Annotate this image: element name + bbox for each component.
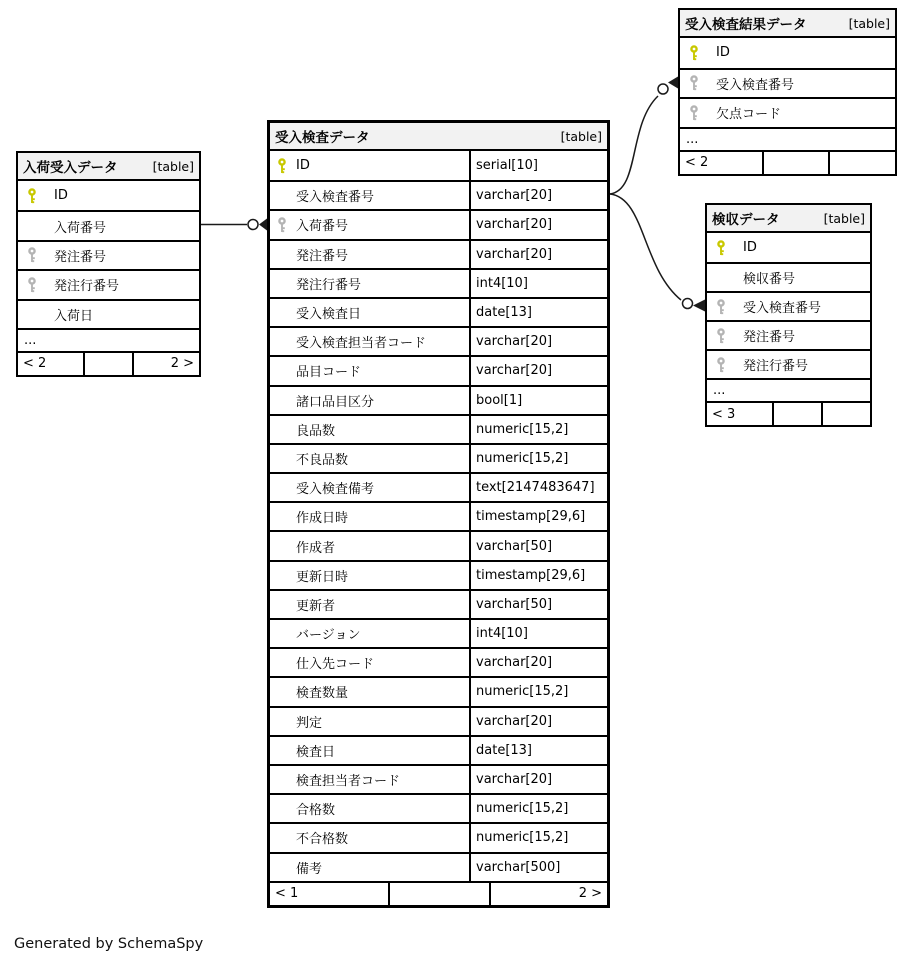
column-type: timestamp[29,6] (469, 562, 607, 589)
column-row (270, 676, 607, 705)
key-cell (707, 328, 743, 344)
key-cell (18, 277, 54, 293)
column-name: 受入検査番号 (296, 190, 375, 206)
footer-left-degree: < 2 (685, 155, 709, 170)
column-row (707, 349, 870, 378)
footer-mid-cell (388, 883, 489, 905)
column-row (270, 735, 607, 764)
generated-by-text: Generated by SchemaSpy (14, 936, 204, 952)
footer-left-degree: < 2 (23, 356, 47, 372)
column-row (270, 180, 607, 209)
column-type: text[2147483647] (469, 474, 607, 501)
column-name: 作成日時 (296, 511, 349, 527)
column-row (270, 151, 607, 180)
column-name: 発注番号 (54, 249, 107, 265)
column-row (707, 291, 870, 320)
degree-footer (270, 881, 607, 905)
column-type: numeric[15,2] (469, 824, 607, 851)
column-type: varchar[50] (469, 591, 607, 618)
column-type: date[13] (469, 299, 607, 326)
column-name: 欠点コード (716, 107, 782, 123)
footer-right-degree: 2 > (489, 883, 607, 905)
column-row (270, 530, 607, 559)
column-type: varchar[20] (469, 766, 607, 793)
column-name: 不良品数 (296, 452, 349, 468)
table-type-badge: [table] (560, 128, 602, 144)
key-cell (680, 45, 716, 61)
column-type: numeric[15,2] (469, 678, 607, 705)
column-name: 諸口品目区分 (296, 394, 375, 410)
column-row (270, 414, 607, 443)
column-name: 発注番号 (743, 330, 796, 345)
more-columns-ellipsis: ... (680, 127, 895, 150)
column-name: 受入検査番号 (743, 301, 822, 316)
column-row (18, 181, 199, 210)
fk-connector-kenshu (610, 194, 705, 312)
key-cell (707, 357, 743, 373)
column-type: numeric[15,2] (469, 416, 607, 443)
column-row (270, 852, 607, 881)
column-type: timestamp[29,6] (469, 503, 607, 530)
primary-key-icon (277, 158, 287, 174)
column-row (270, 589, 607, 618)
column-row (680, 97, 895, 127)
key-cell (707, 299, 743, 315)
column-row (270, 385, 607, 414)
column-type: int4[10] (469, 270, 607, 297)
column-name: 判定 (296, 715, 323, 731)
column-name: バージョン (296, 628, 361, 644)
column-row (270, 443, 607, 472)
foreign-key-icon (716, 357, 726, 373)
column-type: int4[10] (469, 620, 607, 647)
table-type-badge: [table] (152, 158, 194, 174)
key-cell (680, 75, 716, 91)
column-row (270, 501, 607, 530)
column-name: 発注行番号 (743, 359, 809, 374)
key-cell (18, 247, 54, 263)
column-row (18, 299, 199, 328)
foreign-key-icon (716, 299, 726, 315)
more-columns-ellipsis: ... (707, 378, 870, 401)
column-name: 入荷番号 (296, 219, 349, 235)
column-type: varchar[20] (469, 649, 607, 676)
footer-left-degree: < 1 (275, 886, 299, 902)
column-row (270, 764, 607, 793)
column-row (270, 472, 607, 501)
foreign-key-icon (689, 75, 699, 91)
column-name: 更新者 (296, 598, 336, 614)
column-name: 更新日時 (296, 569, 349, 585)
footer-right-degree (828, 152, 895, 174)
column-row (270, 239, 607, 268)
column-type: date[13] (469, 737, 607, 764)
key-cell (680, 105, 716, 121)
column-name: ID (743, 240, 757, 255)
column-name: 発注行番号 (296, 277, 362, 293)
column-row (680, 38, 895, 68)
column-type: varchar[20] (469, 708, 607, 735)
degree-footer (707, 401, 870, 425)
column-row (18, 210, 199, 239)
key-cell (270, 158, 296, 174)
column-name: 品目コード (296, 365, 362, 381)
column-row (707, 320, 870, 349)
table-nyuka-ukeire-data[interactable] (16, 151, 201, 377)
column-row (270, 209, 607, 238)
column-name: ID (716, 45, 730, 61)
column-row (270, 268, 607, 297)
column-type: numeric[15,2] (469, 795, 607, 822)
table-kenshu-data[interactable] (705, 203, 872, 427)
column-name: 発注番号 (296, 248, 349, 264)
footer-left-degree: < 3 (712, 406, 736, 422)
column-type: varchar[20] (469, 357, 607, 384)
column-row (707, 233, 870, 262)
table-title[interactable]: 受入検査データ (275, 130, 370, 146)
table-ukeire-kensa-data[interactable] (267, 120, 610, 908)
table-title[interactable]: 入荷受入データ (23, 160, 118, 176)
fk-connector-nyukabango (201, 219, 267, 231)
column-name: 受入検査備考 (296, 482, 375, 498)
more-columns-ellipsis: ... (18, 328, 199, 351)
column-name: 受入検査番号 (716, 77, 795, 93)
footer-right-degree: 2 > (132, 353, 199, 375)
column-type: varchar[50] (469, 532, 607, 559)
column-name: 不合格数 (296, 832, 349, 848)
key-cell (707, 240, 743, 256)
primary-key-icon (689, 45, 699, 61)
column-row (270, 326, 607, 355)
column-name: ID (296, 158, 310, 174)
foreign-key-icon (716, 328, 726, 344)
column-type: varchar[20] (469, 241, 607, 268)
primary-key-icon (27, 188, 37, 204)
key-cell (270, 217, 296, 233)
footer-mid-cell (83, 353, 132, 375)
degree-footer (680, 150, 895, 174)
foreign-key-icon (27, 247, 37, 263)
table-header[interactable] (18, 153, 199, 181)
column-type: serial[10] (469, 151, 607, 180)
column-name: 検収番号 (743, 272, 796, 287)
column-row (270, 647, 607, 676)
column-row (18, 269, 199, 298)
column-name: 良品数 (296, 423, 336, 439)
table-header[interactable] (707, 205, 870, 233)
column-type: varchar[20] (469, 182, 607, 209)
column-row (18, 240, 199, 269)
table-header[interactable] (270, 123, 607, 151)
column-name: 検査数量 (296, 686, 349, 702)
column-row (270, 822, 607, 851)
foreign-key-icon (27, 277, 37, 293)
column-row (270, 793, 607, 822)
column-type: varchar[20] (469, 328, 607, 355)
foreign-key-icon (689, 105, 699, 121)
column-name: 検査日 (296, 744, 336, 760)
column-name: 仕入先コード (296, 657, 375, 673)
table-type-badge: [table] (823, 210, 865, 226)
footer-mid-cell (762, 152, 829, 174)
primary-key-icon (716, 240, 726, 256)
column-row (270, 297, 607, 326)
column-name: 備考 (296, 861, 323, 877)
column-name: ID (54, 188, 68, 204)
column-type: varchar[500] (469, 854, 607, 881)
table-type-badge: [table] (848, 15, 890, 31)
column-row (270, 706, 607, 735)
column-name: 作成者 (296, 540, 336, 556)
column-name: 入荷日 (54, 308, 94, 324)
column-name: 発注行番号 (54, 279, 120, 295)
column-name: 検査担当者コード (296, 774, 401, 790)
column-row (707, 262, 870, 291)
table-title[interactable]: 検収データ (712, 212, 780, 228)
column-row (680, 68, 895, 98)
fk-connector-kensakekka (610, 77, 678, 195)
footer-mid-cell (772, 403, 821, 425)
table-ukeire-kensa-kekka-data[interactable] (678, 8, 897, 176)
foreign-key-icon (277, 217, 287, 233)
column-name: 合格数 (296, 803, 336, 819)
column-type: varchar[20] (469, 211, 607, 238)
key-cell (18, 188, 54, 204)
column-row (270, 355, 607, 384)
column-row (270, 560, 607, 589)
table-title[interactable]: 受入検査結果データ (685, 17, 807, 33)
footer-right-degree (821, 403, 870, 425)
degree-footer (18, 351, 199, 375)
table-header[interactable] (680, 10, 895, 38)
column-name: 入荷番号 (54, 220, 107, 236)
column-row (270, 618, 607, 647)
column-type: bool[1] (469, 387, 607, 414)
column-type: numeric[15,2] (469, 445, 607, 472)
column-name: 受入検査日 (296, 307, 362, 323)
column-name: 受入検査担当者コード (296, 336, 427, 352)
